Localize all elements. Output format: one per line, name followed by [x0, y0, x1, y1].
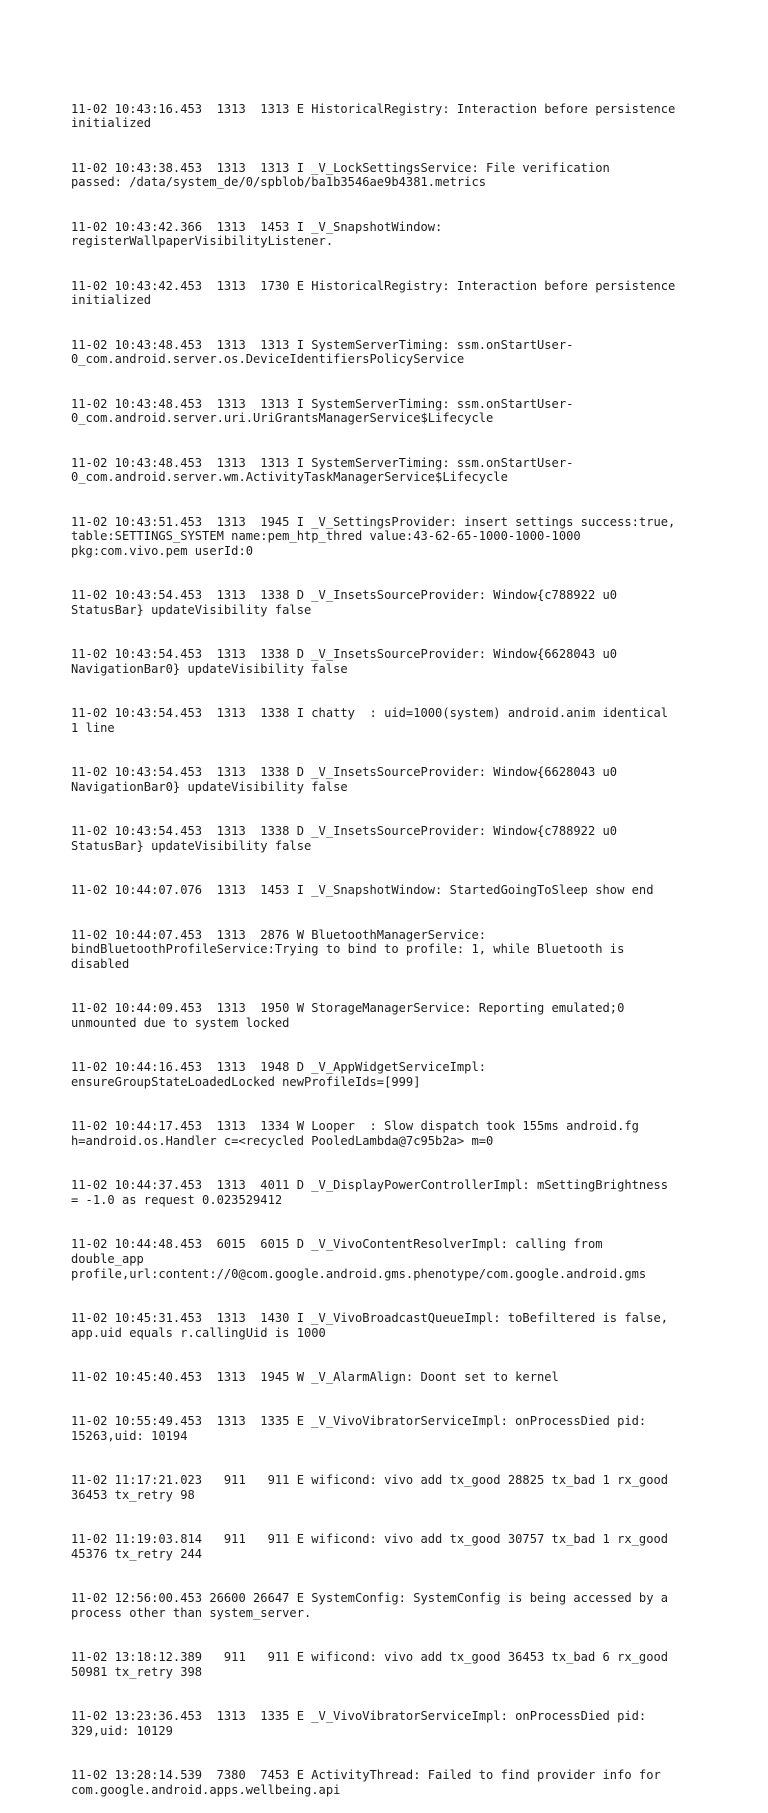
log-entry: 11-02 10:45:40.453 1313 1945 W _V_AlarmAlign: Doont set to kernel — [71, 1370, 559, 1384]
log-entry: 11-02 10:45:31.453 1313 1430 I _V_VivoBroadcastQueueImpl: toBefiltered is false, app.uid equals r.callingUid is 1000 — [71, 1311, 669, 1340]
log-entry: 11-02 10:43:48.453 1313 1313 I SystemServerTiming: ssm.onStartUser- 0_com.android.server.wm.ActivityTaskManagerService$Lifecycle — [71, 455, 574, 485]
log-entry: 11-02 13:23:36.453 1313 1335 E _V_VivoVibratorServiceImpl: onProcessDied pid: 329,uid: 10129 — [71, 1709, 647, 1738]
log-entry: 11-02 10:43:54.453 1313 1338 D _V_InsetsSourceProvider: Window{6628043 u0 NavigationBar0} updateVisibility false — [71, 647, 618, 676]
log-entry: 11-02 10:43:54.453 1313 1338 D _V_InsetsSourceProvider: Window{c788922 u0 StatusBar} updateVisibility false — [71, 824, 618, 853]
log-entry: 11-02 10:44:17.453 1313 1334 W Looper : Slow dispatch took 155ms android.fg h=android.os.Handler c=<recycled PooledLambda@7c95b2a> m=0 — [71, 1119, 639, 1148]
log-entry: 11-02 10:44:07.453 1313 2876 W BluetoothManagerService: bindBluetoothProfileService:Trying to bind to profile: 1, while Bluetooth is disabled — [71, 927, 625, 971]
log-entry: 11-02 13:18:12.389 911 911 E wificond: vivo add tx_good 36453 tx_bad 6 rx_good 50981 tx_retry 398 — [71, 1650, 669, 1679]
log-entry: 11-02 10:44:48.453 6015 6015 D _V_VivoContentResolverImpl: calling from double_app profile,url:content://0@com.google.android.gms.phenotype/com.google.android.gms — [71, 1237, 647, 1281]
log-entry: 11-02 10:44:16.453 1313 1948 D _V_AppWidgetServiceImpl: ensureGroupStateLoadedLocked newProfileIds=[999] — [71, 1060, 487, 1089]
log-entry: 11-02 10:44:07.076 1313 1453 I _V_SnapshotWindow: StartedGoingToSleep show end — [71, 883, 654, 898]
log-entry: 11-02 10:43:51.453 1313 1945 I _V_SettingsProvider: insert settings success:true, table:SETTINGS_SYSTEM name:pem_htp_thred value:43-62-65-1000-1000-1000 pkg:com.vivo.pem userId:0 — [71, 514, 676, 558]
log-entry: 11-02 12:56:00.453 26600 26647 E SystemConfig: SystemConfig is being accessed by a process other than system_server. — [71, 1591, 669, 1620]
log-entry: 11-02 11:19:03.814 911 911 E wificond: vivo add tx_good 30757 tx_bad 1 rx_good 45376 tx_retry 244 — [71, 1532, 669, 1561]
log-entry: 11-02 10:43:54.453 1313 1338 I chatty : uid=1000(system) android.anim identical 1 line — [71, 706, 669, 735]
log-entry: 11-02 10:44:09.453 1313 1950 W StorageManagerService: Reporting emulated;0 unmounted due to system locked — [71, 1001, 625, 1030]
log-entry: 11-02 10:43:54.453 1313 1338 D _V_InsetsSourceProvider: Window{c788922 u0 StatusBar} updateVisibility false — [71, 588, 618, 617]
log-entry: 11-02 10:43:54.453 1313 1338 D _V_InsetsSourceProvider: Window{6628043 u0 NavigationBar0} updateVisibility false — [71, 765, 618, 794]
log-entry: 11-02 10:43:48.453 1313 1313 I SystemServerTiming: ssm.onStartUser- 0_com.android.server.uri.UriGrantsManagerService$Lifecycle — [71, 396, 574, 426]
log-entry: 11-02 10:43:42.453 1313 1730 E HistoricalRegistry: Interaction before persistence initialized — [71, 278, 676, 308]
log-entry: 11-02 10:43:42.366 1313 1453 I _V_SnapshotWindow: registerWallpaperVisibilityListener. — [71, 219, 443, 249]
log-entry: 11-02 10:44:37.453 1313 4011 D _V_DisplayPowerControllerImpl: mSettingBrightness = -1.0 as request 0.023529412 — [71, 1178, 669, 1207]
log-entry: 11-02 13:28:14.539 7380 7453 E ActivityThread: Failed to find provider info for com.google.android.apps.wellbeing.api — [71, 1768, 661, 1797]
log-entry: 11-02 10:43:48.453 1313 1313 I SystemServerTiming: ssm.onStartUser- 0_com.android.server.os.DeviceIdentifiersPolicyService — [71, 337, 574, 367]
log-entry: 11-02 10:43:16.453 1313 1313 E HistoricalRegistry: Interaction before persistence initialized — [71, 101, 676, 131]
log-document — [71, 72, 711, 1813]
log-entry: 11-02 10:55:49.453 1313 1335 E _V_VivoVibratorServiceImpl: onProcessDied pid: 15263,uid: 10194 — [71, 1414, 647, 1443]
log-entry: 11-02 10:43:38.453 1313 1313 I _V_LockSettingsService: File verification passed: /data/system_de/0/spblob/ba1b3546ae9b4381.metrics — [71, 160, 610, 190]
log-entry: 11-02 11:17:21.023 911 911 E wificond: vivo add tx_good 28825 tx_bad 1 rx_good 36453 tx_retry 98 — [71, 1473, 669, 1502]
